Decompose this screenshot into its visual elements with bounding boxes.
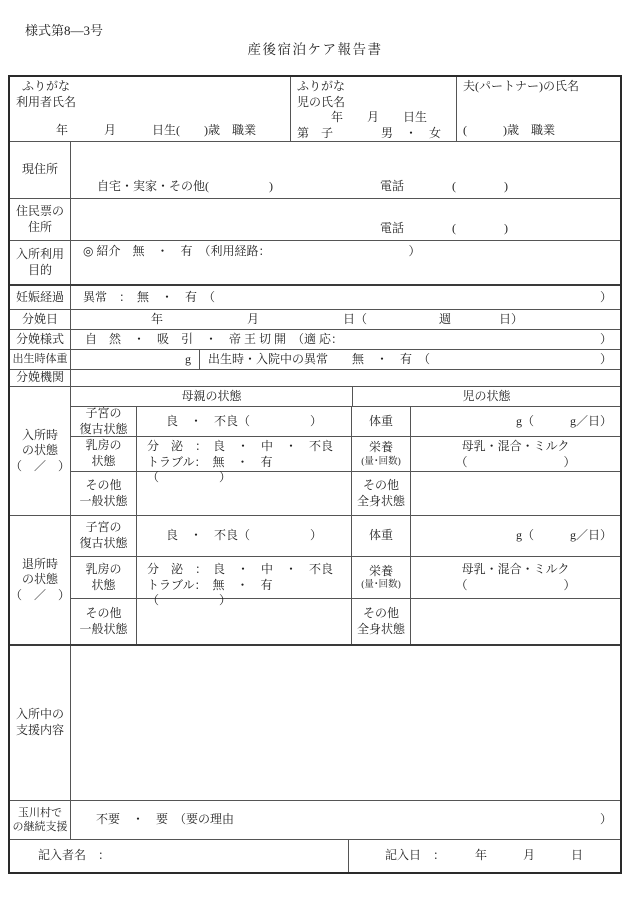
registered-address-field: [70, 199, 620, 240]
registered-address-phone: 電話 ( ): [380, 221, 508, 236]
purpose-label: 入所利用 目的: [15, 246, 64, 277]
uterus-label: 子宮の 復古状態: [79, 405, 128, 436]
form-number: 様式第8—3号: [25, 23, 104, 38]
row-delivery-facility: [10, 369, 620, 386]
partner-name-label: 夫(パートナー)の氏名: [463, 79, 579, 93]
weight-label: 体重: [351, 407, 410, 436]
breast-label: 乳房の 状態: [85, 438, 122, 468]
other-general-label: その他 一般状態: [79, 477, 128, 508]
pregnancy-label: 妊娠経過: [15, 289, 64, 304]
admission-breast-field: 分 泌 ： 良 ・ 中 ・ 不良 トラブル： 無 ・ 有（ ）: [136, 437, 351, 471]
discharge-uterus-field: 良 ・ 不良（ ）: [136, 516, 351, 556]
admission-uterus-field: 良 ・ 不良（ ）: [136, 407, 351, 436]
row-footer: [10, 839, 620, 872]
mother-state-header: 母親の状態: [181, 388, 242, 403]
home-options: 自宅・実家・その他( ): [97, 179, 273, 194]
state-header-row: [71, 387, 620, 406]
admission-other-general-field: [136, 472, 351, 515]
delivery-facility-label: 分娩機関: [15, 370, 64, 385]
row-current-address: [10, 141, 620, 198]
discharge-other-row: [71, 598, 620, 644]
child-furigana-label: ふりがな: [297, 79, 346, 93]
admission-state-label: 入所時 の状態 （ ／ ）: [10, 427, 71, 473]
admission-other-row: [71, 471, 620, 515]
row-purpose: [10, 240, 620, 284]
birth-abnormality-field: [199, 350, 620, 369]
cell-child-name: [290, 77, 456, 141]
child-birth-line: 年 月 日生: [331, 110, 428, 125]
current-address-label: 現住所: [21, 162, 58, 177]
admission-weight-field: g（ g／日）: [410, 407, 620, 436]
birth-abnormality-close-paren: ）: [599, 351, 612, 366]
admission-state-grid: [70, 387, 620, 515]
child-name-label: 児の氏名: [297, 94, 346, 109]
birth-weight-field: [70, 350, 199, 369]
recorder-name-field: 記入者名 ：: [38, 848, 111, 863]
discharge-weight-field: g（ g／日）: [410, 516, 620, 556]
row-delivery-date: [10, 309, 620, 329]
delivery-method-label: 分娩様式: [15, 331, 64, 346]
child-state-header: 児の状態: [352, 387, 620, 406]
entry-date-field: 記入日 ： 年 月 日: [348, 840, 620, 872]
nutrition-label: 栄養 (量･回数): [351, 557, 410, 598]
admission-uterus-row: [71, 406, 620, 436]
breast-label: 乳房の 状態: [85, 561, 122, 592]
weight-label: 体重: [351, 516, 410, 556]
cell-partner-name: [456, 77, 620, 141]
referral-line: ◎ 紹介 無 ・ 有 （利用経路： ）: [83, 244, 421, 258]
registered-address-label: 住民票の 住所: [15, 203, 64, 234]
admission-breast-row: [71, 436, 620, 485]
current-address-field: [70, 142, 620, 198]
support-content-label: 入所中の 支援内容: [15, 707, 64, 737]
birth-weight-label: 出生時体重: [12, 353, 68, 366]
discharge-uterus-row: [71, 516, 620, 556]
support-content-field: [70, 646, 620, 800]
user-name-blank: [16, 110, 284, 123]
other-whole-body-label: その他 全身状態: [351, 472, 410, 515]
continued-support-field: [70, 801, 620, 839]
discharge-nutrition-field: 母乳・混合・ミルク （ ）: [410, 557, 620, 598]
discharge-breast-field: 分 泌 ： 良 ・ 中 ・ 不良 トラブル： 無 ・ 有（ ）: [136, 557, 351, 598]
user-birth-line: 年 月 日生( )歳 職業: [56, 123, 256, 138]
partner-name-blank: [463, 95, 614, 124]
block-admission-state: [10, 386, 620, 515]
other-general-label: その他 一般状態: [79, 605, 128, 636]
pregnancy-options: 異常 ： 無 ・ 有 （: [83, 289, 216, 304]
delivery-date-line: 年 月 日（ 週 日）: [151, 311, 524, 326]
page-title: 産後宿泊ケア報告書: [247, 42, 383, 57]
discharge-state-grid: [70, 516, 620, 644]
other-whole-body-label: その他 全身状態: [351, 599, 410, 644]
row-delivery-method: [10, 329, 620, 349]
delivery-method-close-paren: ）: [599, 331, 612, 346]
current-address-phone: 電話 ( ): [380, 179, 508, 194]
report-form-table: [8, 75, 622, 874]
user-name-label: 利用者氏名: [16, 94, 77, 109]
user-furigana-label: ふりがな: [22, 79, 71, 93]
block-discharge-state: [10, 515, 620, 644]
discharge-other-general-field: [136, 599, 351, 644]
row-pregnancy: [10, 284, 620, 309]
admission-nutrition-field: 母乳・混合・ミルク （ ）: [410, 437, 620, 471]
row-names: [10, 77, 620, 141]
delivery-method-field: [70, 330, 620, 349]
admission-other-whole-body-field: [410, 472, 620, 515]
birth-abnormality-options: 出生時・入院中の異常 無 ・ 有 （: [208, 351, 431, 366]
delivery-date-label: 分娩日: [21, 311, 58, 326]
delivery-method-options: 自 然 ・ 吸 引 ・ 帝 王 切 開 （適 応：: [85, 331, 344, 346]
birth-weight-unit: g: [185, 351, 191, 366]
continued-support-label: 玉川村で の継続支援: [12, 806, 68, 833]
row-registered-address: [10, 198, 620, 240]
continued-support-options: 不要 ・ 要 （要の理由: [96, 812, 235, 827]
pregnancy-field: [70, 286, 620, 309]
nutrition-label: 栄養 (量･回数): [351, 437, 410, 471]
discharge-breast-row: [71, 556, 620, 608]
row-birth-weight: [10, 349, 620, 369]
discharge-other-whole-body-field: [410, 599, 620, 644]
child-order-line: 第 子 男 ・ 女: [297, 125, 442, 140]
partner-age-line: ( )歳 職業: [463, 123, 555, 138]
uterus-label: 子宮の 復古状態: [79, 520, 128, 550]
discharge-state-label: 退所時 の状態 （ ／ ）: [10, 556, 71, 602]
delivery-facility-field: [70, 370, 620, 386]
delivery-date-field: [70, 310, 620, 329]
row-support-content: [10, 644, 620, 800]
continued-support-close-paren: ）: [599, 812, 612, 827]
pregnancy-close-paren: ）: [599, 289, 612, 304]
purpose-field: [70, 241, 620, 284]
row-continued-support: [10, 800, 620, 839]
cell-user-name: [10, 77, 290, 141]
